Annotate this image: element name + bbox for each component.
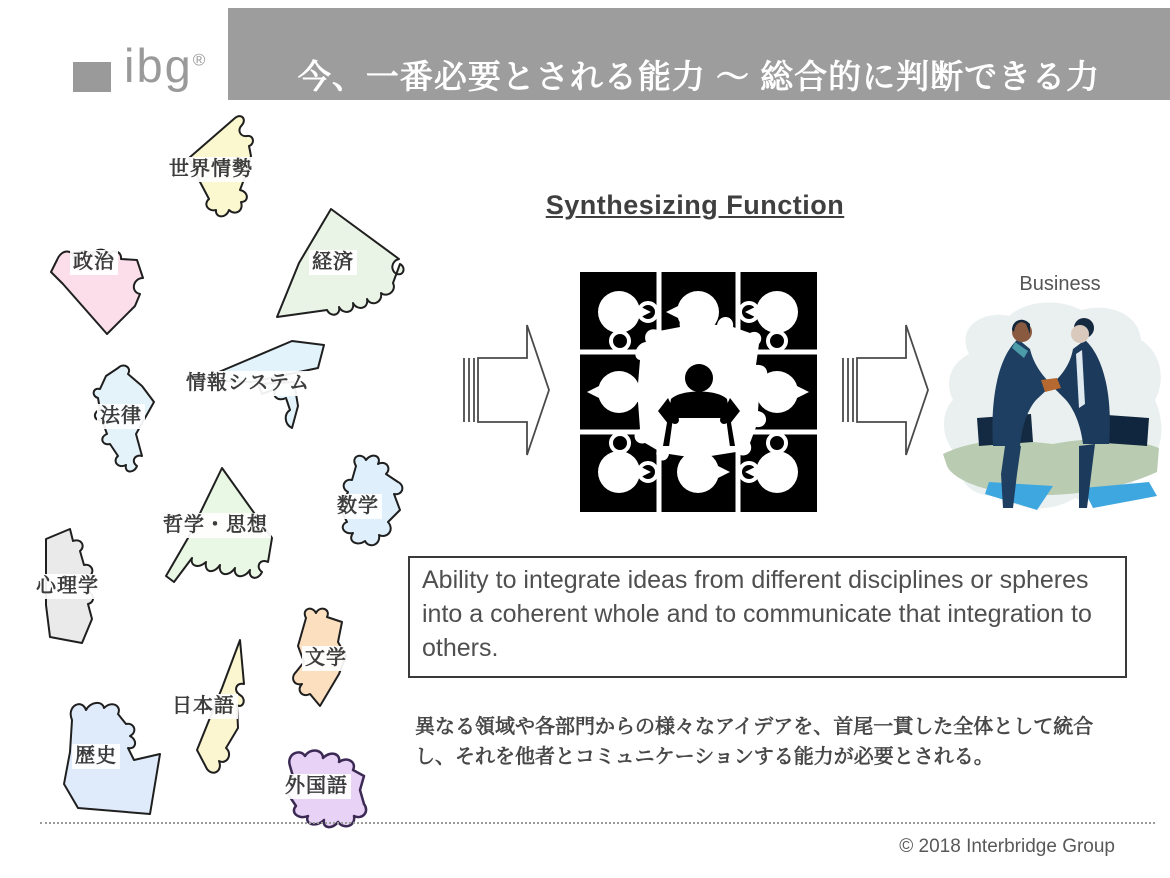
- puzzle-piece-philosophy: [158, 462, 286, 614]
- synthesizing-function-heading: Synthesizing Function: [545, 190, 845, 220]
- puzzle-label-literature: 文学: [302, 646, 350, 671]
- ibg-logo-text: ibg: [124, 39, 193, 92]
- business-label: Business: [1019, 273, 1101, 295]
- puzzle-label-politics: 政治: [70, 250, 118, 275]
- puzzle-label-world-affairs: 世界情勢: [166, 157, 256, 182]
- header-bar: [228, 8, 1170, 100]
- arrow-right-icon-right: [840, 322, 930, 458]
- business-handshake-illustration: [933, 296, 1168, 518]
- puzzle-piece-politics: [45, 222, 170, 340]
- definition-text-en: Ability to integrate ideas from different disciplines or spheres into a coherent whole and to communicate that integration to others.: [422, 566, 1092, 662]
- puzzle-label-math: 数学: [334, 494, 382, 519]
- arrow-right-icon-left: [461, 322, 551, 458]
- puzzle-label-economy: 経済: [309, 250, 357, 275]
- synthesis-puzzle-image: [580, 272, 817, 512]
- puzzle-label-japanese: 日本語: [169, 694, 238, 719]
- slide-title: 今、一番必要とされる能力 ～ 総合的に判断できる力: [297, 58, 1101, 95]
- ibg-logo-square-icon: [73, 62, 111, 92]
- registered-mark: ®: [192, 50, 206, 70]
- footer-divider: [40, 822, 1155, 824]
- puzzle-label-law: 法律: [97, 404, 145, 429]
- puzzle-label-foreign-languages: 外国語: [282, 774, 351, 799]
- ibg-logo: [124, 39, 206, 92]
- definition-box: [408, 556, 1127, 678]
- puzzle-label-info-systems: 情報システム: [183, 371, 313, 396]
- puzzle-label-history: 歴史: [72, 744, 120, 769]
- copyright-text: © 2018 Interbridge Group: [899, 836, 1115, 857]
- definition-text-ja: 異なる領域や各部門からの様々なアイデアを、首尾一貫した全体として統合し、それを他者とコミュニケーションする能力が必要とされる。: [415, 716, 1094, 768]
- puzzle-label-philosophy: 哲学・思想: [160, 513, 271, 538]
- puzzle-label-psychology: 心理学: [33, 574, 102, 599]
